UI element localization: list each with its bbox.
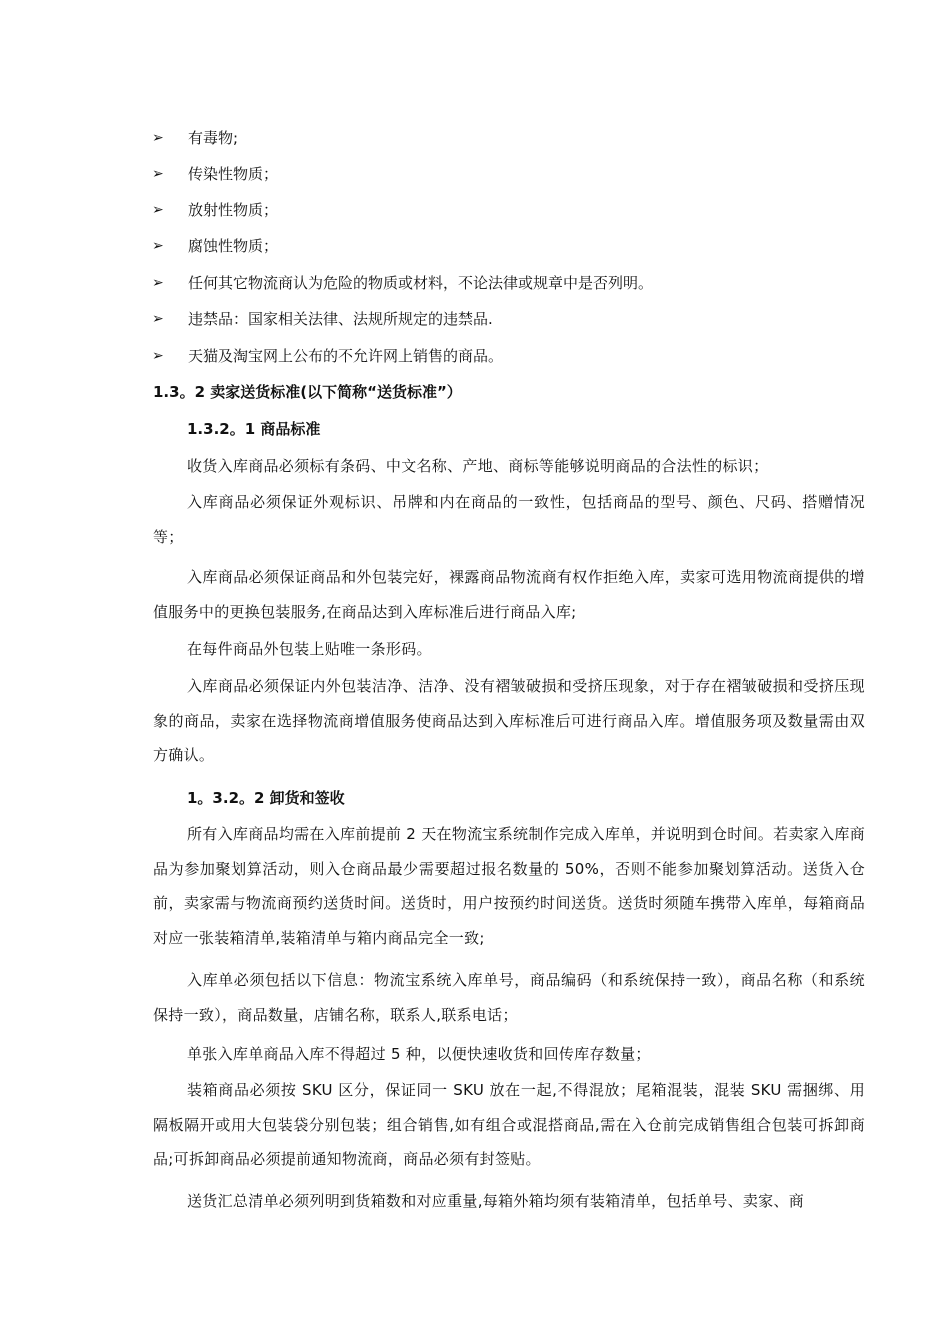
paragraph: 在每件商品外包装上贴唯一条形码。 bbox=[187, 640, 432, 658]
paragraph: 入库单必须包括以下信息：物流宝系统入库单号，商品编码（和系统保持一致），商品名称（和系统保持一致），商品数量，店铺名称，联系人,联系电话； bbox=[153, 971, 865, 1024]
bullet-item bbox=[152, 344, 503, 368]
paragraph: 送货汇总清单必须列明到货箱数和对应重量,每箱外箱均须有装箱清单，包括单号、卖家、商 bbox=[187, 1192, 805, 1210]
arrow-bullet-icon: ➢ bbox=[152, 166, 164, 182]
bullet-text: 传染性物质； bbox=[188, 165, 279, 183]
arrow-bullet-icon: ➢ bbox=[152, 311, 164, 327]
paragraph: 入库商品必须保证内外包装洁净、洁净、没有褶皱破损和受挤压现象，对于存在褶皱破损和受挤压现象的商品，卖家在选择物流商增值服务使商品达到入库标准后可进行商品入库。增值服务项及数量需由双方确认。 bbox=[153, 677, 865, 764]
arrow-bullet-icon: ➢ bbox=[152, 275, 164, 291]
paragraph: 入库商品必须保证外观标识、吊牌和内在商品的一致性，包括商品的型号、颜色、尺码、搭赠情况等； bbox=[153, 493, 865, 546]
bullet-item bbox=[152, 271, 653, 295]
bullet-text: 任何其它物流商认为危险的物质或材料，不论法律或规章中是否列明。 bbox=[188, 274, 654, 292]
arrow-bullet-icon: ➢ bbox=[152, 238, 164, 254]
arrow-bullet-icon: ➢ bbox=[152, 130, 164, 146]
bullet-item bbox=[152, 162, 278, 186]
paragraph: 收货入库商品必须标有条码、中文名称、产地、商标等能够说明商品的合法性的标识； bbox=[187, 457, 769, 475]
bullet-item bbox=[152, 307, 493, 331]
bullet-text: 放射性物质； bbox=[188, 201, 279, 219]
section-heading: 1.3。2 卖家送货标准(以下简称“送货标准”） bbox=[153, 383, 462, 401]
bullet-item bbox=[152, 234, 278, 258]
bullet-text: 腐蚀性物质； bbox=[188, 237, 279, 255]
bullet-text: 天猫及淘宝网上公布的不允许网上销售的商品。 bbox=[188, 347, 504, 365]
paragraph: 所有入库商品均需在入库前提前 2 天在物流宝系统制作完成入库单，并说明到仓时间。若卖家入库商品为参加聚划算活动，则入仓商品最少需要超过报名数量的 50%，否则不能参加聚划算活动。送货入仓前，卖家需与物流商预约送货时间。送货时，用户按预约时间送货。送货时须随车携带入库单，每箱商品对应一张装箱清单,装箱清单与箱内商品完全一致; bbox=[153, 825, 865, 947]
subsection-heading: 1.3.2。1 商品标准 bbox=[187, 420, 321, 438]
paragraph: 入库商品必须保证商品和外包装完好，裸露商品物流商有权作拒绝入库，卖家可选用物流商提供的增值服务中的更换包装服务,在商品达到入库标准后进行商品入库; bbox=[153, 568, 865, 621]
subsection-heading: 1。3.2。2 卸货和签收 bbox=[187, 789, 345, 807]
paragraph: 装箱商品必须按 SKU 区分，保证同一 SKU 放在一起,不得混放；尾箱混装，混装 SKU 需捆绑、用隔板隔开或用大包装袋分别包装；组合销售,如有组合或混搭商品,需在入仓前完成销售组合包装可拆卸商品;可拆卸商品必须提前通知物流商，商品必须有封签贴。 bbox=[153, 1081, 865, 1168]
paragraph: 单张入库单商品入库不得超过 5 种，以便快速收货和回传库存数量； bbox=[187, 1045, 651, 1063]
arrow-bullet-icon: ➢ bbox=[152, 202, 164, 218]
bullet-item bbox=[152, 126, 238, 150]
bullet-text: 违禁品：国家相关法律、法规所规定的违禁品. bbox=[188, 310, 493, 328]
arrow-bullet-icon: ➢ bbox=[152, 348, 164, 364]
bullet-text: 有毒物; bbox=[188, 129, 239, 147]
bullet-item bbox=[152, 198, 278, 222]
